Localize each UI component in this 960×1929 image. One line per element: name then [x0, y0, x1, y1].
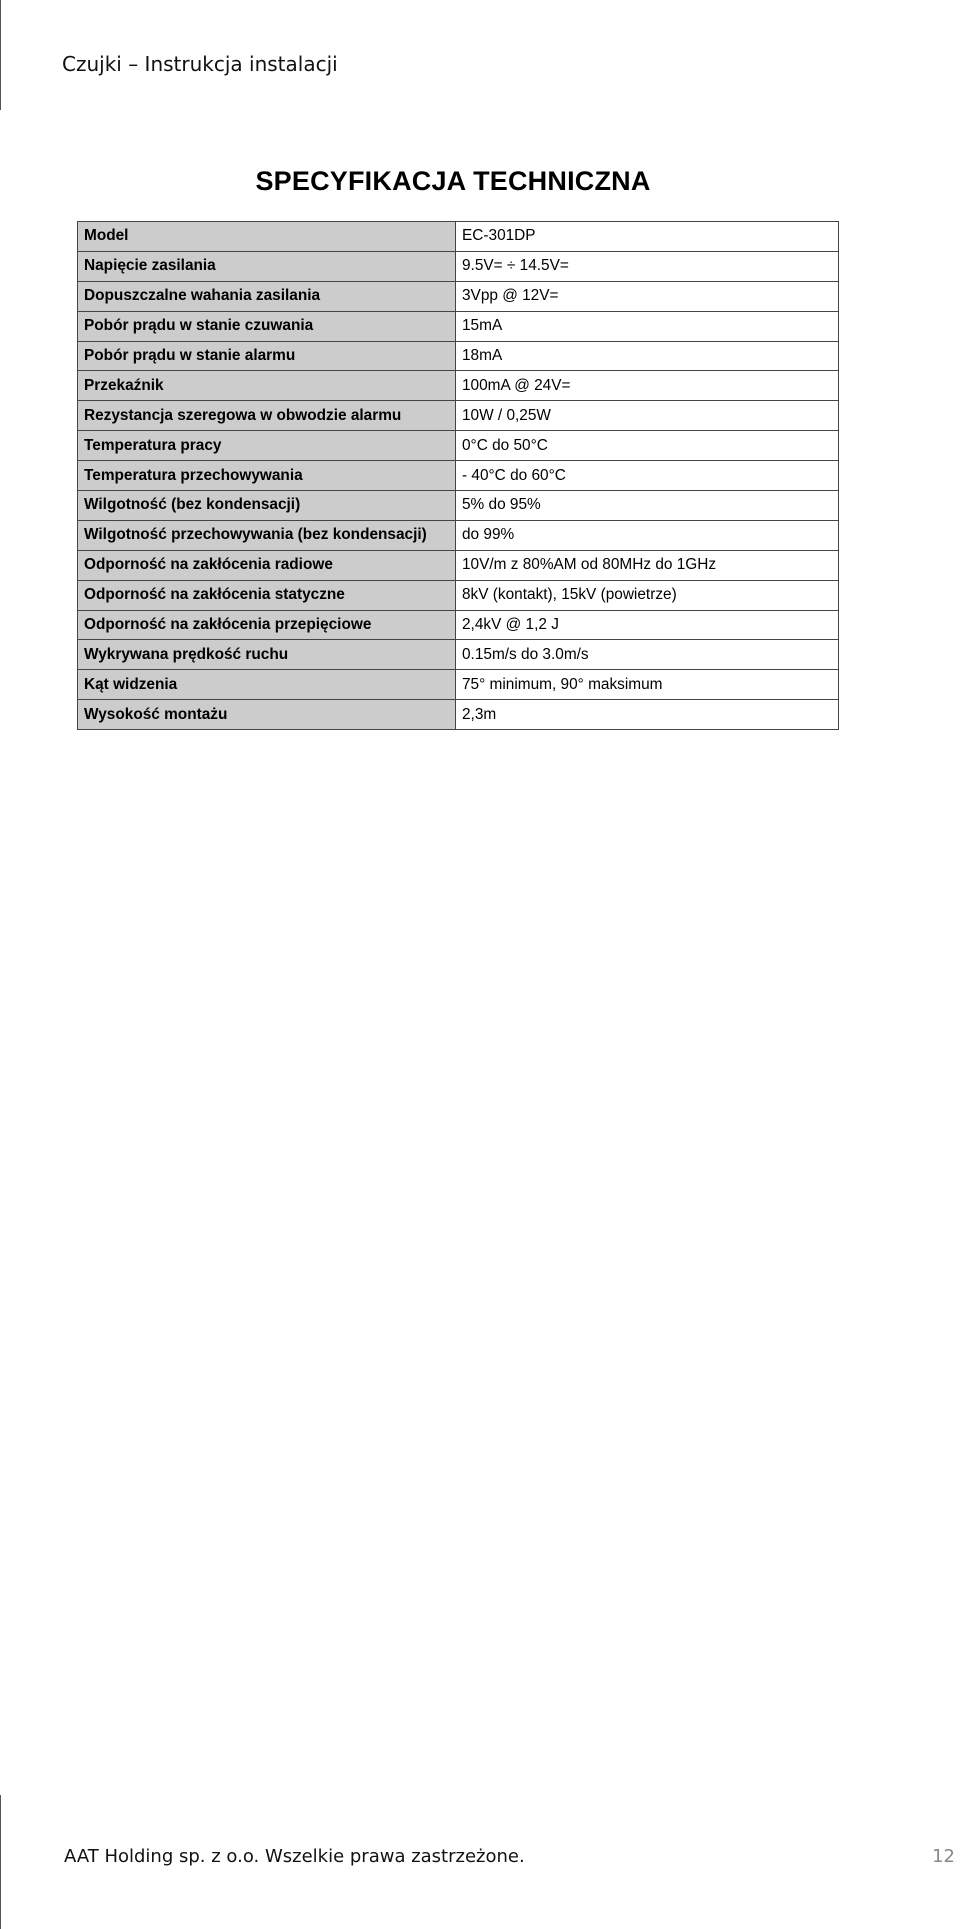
spec-row	[78, 401, 839, 431]
spec-row	[78, 251, 839, 281]
spec-param-cell: Odporność na zakłócenia przepięciowe	[78, 610, 456, 640]
page-margin-line-bottom	[0, 1795, 1, 1929]
spec-param-cell: Wilgotność przechowywania (bez kondensacji)	[78, 520, 456, 550]
spec-row	[78, 491, 839, 521]
page-number: 12	[932, 1846, 955, 1867]
spec-param-cell: Odporność na zakłócenia radiowe	[78, 550, 456, 580]
spec-value-cell: 10V/m z 80%AM od 80MHz do 1GHz	[456, 550, 839, 580]
spec-param-cell: Odporność na zakłócenia statyczne	[78, 580, 456, 610]
spec-row	[78, 341, 839, 371]
spec-param-cell: Pobór prądu w stanie alarmu	[78, 341, 456, 371]
spec-table-body	[78, 222, 839, 730]
spec-param-cell: Temperatura przechowywania	[78, 461, 456, 491]
spec-value-cell: 0°C do 50°C	[456, 431, 839, 461]
spec-value-cell: do 99%	[456, 520, 839, 550]
page-footer: AAT Holding sp. z o.o. Wszelkie prawa zastrzeżone.	[64, 1846, 525, 1867]
spec-value-cell: 3Vpp @ 12V=	[456, 281, 839, 311]
spec-row	[78, 461, 839, 491]
spec-value-cell: 18mA	[456, 341, 839, 371]
spec-row	[78, 700, 839, 730]
spec-value-cell: 75° minimum, 90° maksimum	[456, 670, 839, 700]
spec-param-cell: Wysokość montażu	[78, 700, 456, 730]
spec-param-cell: Wykrywana prędkość ruchu	[78, 640, 456, 670]
spec-value-cell: EC-301DP	[456, 222, 839, 252]
spec-param-cell: Rezystancja szeregowa w obwodzie alarmu	[78, 401, 456, 431]
spec-row	[78, 311, 839, 341]
spec-value-cell: 15mA	[456, 311, 839, 341]
spec-value-cell: 0.15m/s do 3.0m/s	[456, 640, 839, 670]
spec-param-cell: Model	[78, 222, 456, 252]
page-margin-line-top	[0, 0, 1, 110]
spec-param-cell: Pobór prądu w stanie czuwania	[78, 311, 456, 341]
spec-row	[78, 520, 839, 550]
spec-value-cell: 9.5V= ÷ 14.5V=	[456, 251, 839, 281]
spec-row	[78, 640, 839, 670]
spec-value-cell: 2,3m	[456, 700, 839, 730]
spec-value-cell: - 40°C do 60°C	[456, 461, 839, 491]
spec-row	[78, 670, 839, 700]
spec-value-cell: 2,4kV @ 1,2 J	[456, 610, 839, 640]
spec-value-cell: 100mA @ 24V=	[456, 371, 839, 401]
spec-param-cell: Przekaźnik	[78, 371, 456, 401]
spec-row	[78, 610, 839, 640]
spec-row	[78, 550, 839, 580]
spec-row	[78, 580, 839, 610]
spec-param-cell: Napięcie zasilania	[78, 251, 456, 281]
spec-row	[78, 371, 839, 401]
page-title: SPECYFIKACJA TECHNICZNA	[255, 166, 651, 196]
spec-value-cell: 10W / 0,25W	[456, 401, 839, 431]
spec-param-cell: Wilgotność (bez kondensacji)	[78, 491, 456, 521]
spec-param-cell: Temperatura pracy	[78, 431, 456, 461]
spec-table	[77, 221, 839, 730]
spec-param-cell: Dopuszczalne wahania zasilania	[78, 281, 456, 311]
spec-row	[78, 431, 839, 461]
page-header: Czujki – Instrukcja instalacji	[62, 52, 338, 76]
spec-row	[78, 222, 839, 252]
spec-row	[78, 281, 839, 311]
spec-value-cell: 8kV (kontakt), 15kV (powietrze)	[456, 580, 839, 610]
spec-param-cell: Kąt widzenia	[78, 670, 456, 700]
spec-value-cell: 5% do 95%	[456, 491, 839, 521]
